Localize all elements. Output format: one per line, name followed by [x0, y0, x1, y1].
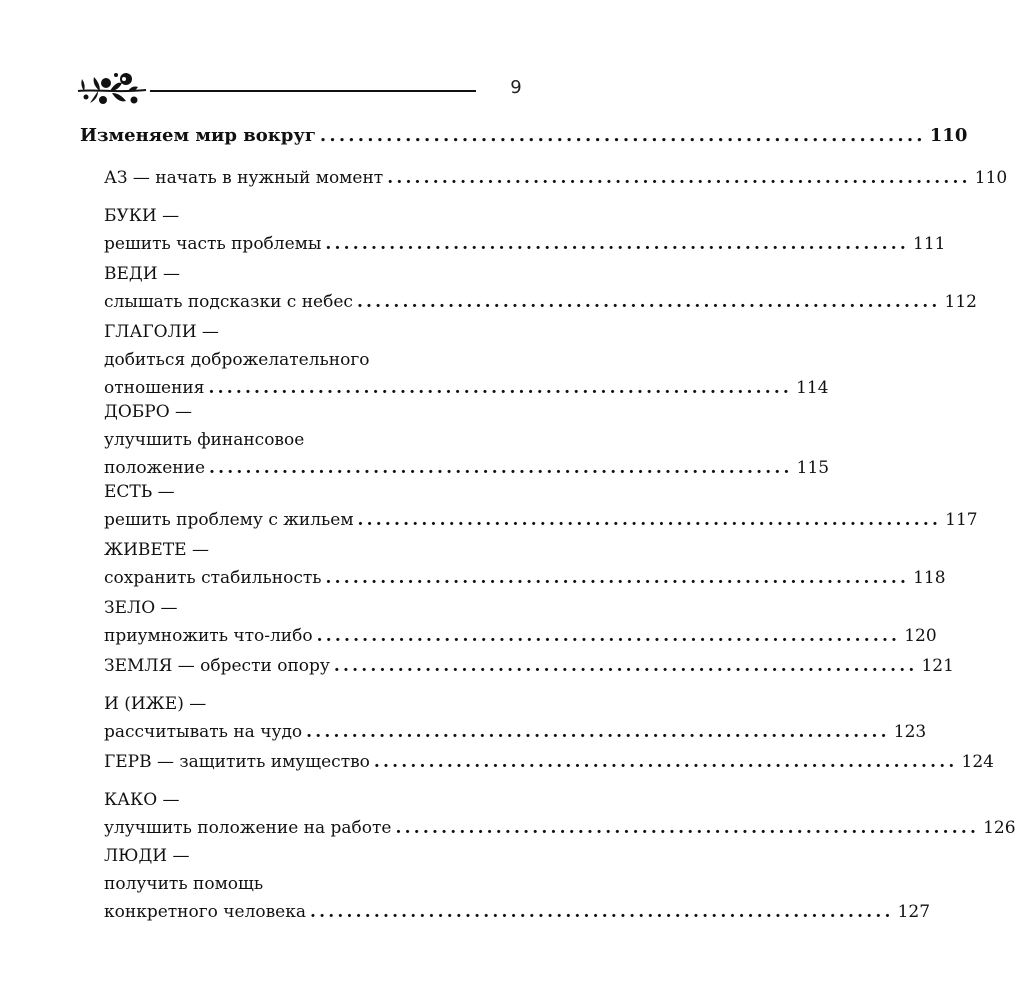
toc-entry-page: 127 — [897, 902, 931, 922]
dot-leader: ................................................................ — [325, 568, 910, 588]
toc-entry-title: рассчитывать на чудо — [104, 722, 303, 742]
dot-leader: ................................................................ — [208, 378, 793, 398]
dot-leader: ................................................................ — [357, 510, 942, 530]
toc-entry-row — [104, 168, 1008, 188]
toc-entry-page: 110 — [974, 168, 1008, 188]
dot-leader: ................................................................ — [316, 626, 901, 646]
toc-entry-title: сохранить стабильность — [104, 568, 322, 588]
toc-entry-row — [104, 458, 830, 478]
toc-entry-title: решить проблему с жильем — [104, 510, 354, 530]
toc-entry-line: добиться доброжелательного — [104, 350, 370, 370]
toc-entry-row — [104, 234, 946, 254]
toc-entry-line: улучшить финансовое — [104, 430, 305, 450]
toc-entry-line: ЛЮДИ — — [104, 846, 190, 866]
floral-ornament-icon — [76, 69, 148, 113]
dot-leader: ................................................................ — [333, 656, 918, 676]
toc-entry-line: ЖИВЕТЕ — — [104, 540, 209, 560]
toc-section-title: Изменяем мир вокруг — [80, 125, 316, 146]
dot-leader: ................................................................ — [310, 902, 894, 922]
toc-entry-page: 123 — [893, 722, 927, 742]
dot-leader: ................................................................ — [373, 752, 958, 772]
toc-section-heading — [80, 125, 968, 146]
toc-entry-page: 126 — [983, 818, 1016, 838]
toc-entry-row — [104, 752, 994, 772]
header-rule — [150, 90, 476, 92]
toc-entry-title: положение — [104, 458, 206, 478]
toc-entry-row — [104, 292, 977, 312]
dot-leader: ................................................................ — [306, 722, 890, 742]
dot-leader: ................................................................ — [356, 292, 941, 312]
toc-entry-line: КАКО — — [104, 790, 180, 810]
page-header — [0, 0, 619, 120]
toc-entry-page: 112 — [944, 292, 977, 312]
toc-section-page: 110 — [929, 125, 968, 146]
toc-entry-page: 120 — [904, 626, 937, 646]
toc-entry-page: 114 — [796, 378, 829, 398]
toc-entry-title: решить часть проблемы — [104, 234, 322, 254]
toc-entry-line: ЕСТЬ — — [104, 482, 175, 502]
toc-entry-row — [104, 378, 829, 398]
toc-entry-page: 115 — [796, 458, 830, 478]
toc-entry-row — [104, 510, 978, 530]
toc-entry-row — [104, 902, 931, 922]
dot-leader: ................................................................ — [319, 125, 926, 146]
toc-entry-title: приумножить что-либо — [104, 626, 313, 646]
toc-entry-line: ЗЕЛО — — [104, 598, 178, 618]
toc-entry-row — [104, 656, 954, 676]
dot-leader: ................................................................ — [387, 168, 971, 188]
dot-leader: ................................................................ — [209, 458, 793, 478]
toc-entry-line: И (ИЖЕ) — — [104, 694, 207, 714]
toc-entry-row — [104, 818, 1016, 838]
toc-entry-line: ДОБРО — — [104, 402, 193, 422]
toc-entry-title: ГЕРВ — защитить имущество — [104, 752, 370, 772]
toc-entry-title: конкретного человека — [104, 902, 306, 922]
toc-entry-line: БУКИ — — [104, 206, 180, 226]
toc-entry-title: слышать подсказки с небес — [104, 292, 353, 312]
toc-entry-row — [104, 568, 946, 588]
toc-entry-title: АЗ — начать в нужный момент — [104, 168, 384, 188]
toc-entry-line: ГЛАГОЛИ — — [104, 322, 219, 342]
toc-entry-row — [104, 626, 937, 646]
toc-entry-line: ВЕДИ — — [104, 264, 180, 284]
toc-entry-line: получить помощь — [104, 874, 264, 894]
toc-entry-page: 111 — [913, 234, 946, 254]
toc-entry-page: 121 — [921, 656, 954, 676]
toc-entry-row — [104, 722, 927, 742]
dot-leader: ................................................................ — [325, 234, 909, 254]
toc-entry-title: ЗЕМЛЯ — обрести опору — [104, 656, 330, 676]
toc-entry-page: 124 — [961, 752, 994, 772]
page-number: 9 — [510, 77, 522, 98]
dot-leader: ................................................................ — [395, 818, 980, 838]
toc-entry-page: 117 — [945, 510, 978, 530]
toc-entry-title: отношения — [104, 378, 205, 398]
toc-entry-page: 118 — [913, 568, 946, 588]
toc-entry-title: улучшить положение на работе — [104, 818, 392, 838]
